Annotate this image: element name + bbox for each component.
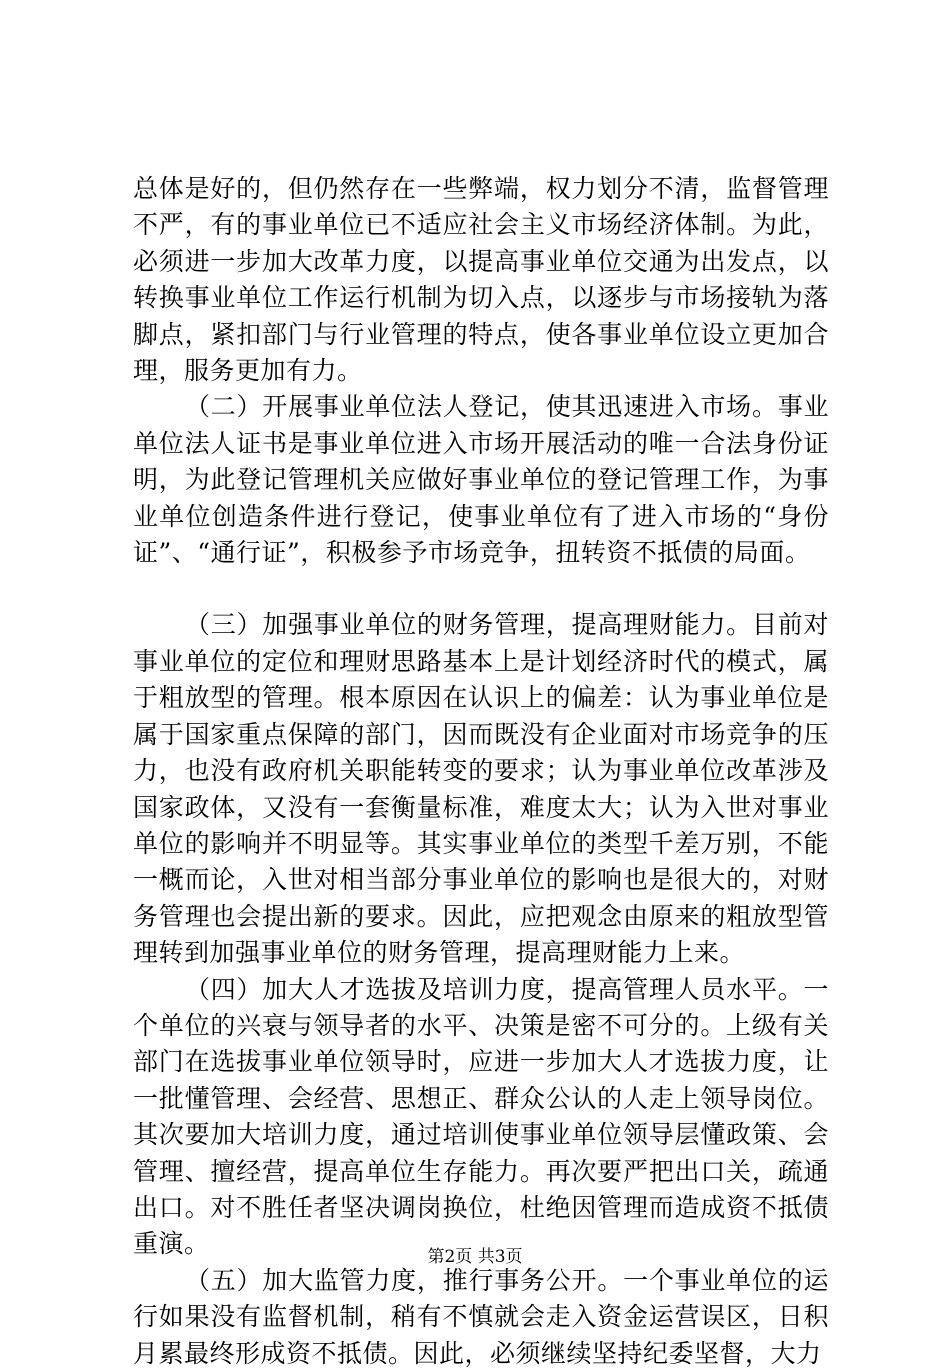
paragraph-section-3: （三）加强事业单位的财务管理，提高理财能力。目前对事业单位的定位和理财思路基本上是计划经济时代的模式，属于粗放型的管理。根本原因在认识上的偏差：认为事业单位是属于国家重点保障的部门，因而既没有企业面对市场竞争的压力，也没有政府机关职能转变的要求；认为事业单位改革涉及国家政体，又没有一套衡量标准，难度太大；认为入世对事业单位的影响并不明显等。其实事业单位的类型千差万别，不能一概而论，入世对相当部分事业单位的影响也是很大的，对财务管理也会提出新的要求。因此，应把观念由原来的粗放型管理转到加强事业单位的财务管理，提高理财能力上来。 [133,610,829,968]
document-body [133,171,829,1372]
paragraph-section-4: （四）加大人才选拔及培训力度，提高管理人员水平。一个单位的兴衰与领导者的水平、决策是密不可分的。上级有关部门在选拔事业单位领导时，应进一步加大人才选拔力度，让一批懂管理、会经营、思想正、群众公认的人走上领导岗位。其次要加大培训力度，通过培训使事业单位领导层懂政策、会管理、擅经营，提高单位生存能力。再次要严把出口关，疏通出口。对不胜任者坚决调岗换位，杜绝因管理而造成资不抵债重演。 [133,974,829,1259]
page-footer: 第2页 共3页 [427,1247,523,1267]
paragraph-section-2: （二）开展事业单位法人登记，使其迅速进入市场。事业单位法人证书是事业单位进入市场开展活动的唯一合法身份证明，为此登记管理机关应做好事业单位的登记管理工作，为事业单位创造条件进行登记，使事业单位有了进入市场的“身份证”、“通行证”，积极参予市场竞争，扭转资不抵债的局面。 [133,392,829,568]
paragraph-section-5: （五）加大监管力度，推行事务公开。一个事业单位的运行如果没有监督机制，稍有不慎就会走入资金运营误区，日积月累最终形成资不抵债。因此，必须继续坚持纪委坚督，大力 [133,1265,829,1368]
paragraph-continuation: 总体是好的，但仍然存在一些弊端，权力划分不清，监督管理不严，有的事业单位已不适应社会主义市场经济体制。为此，必须进一步加大改革力度，以提高事业单位交通为出发点，以转换事业单位工作运行机制为切入点，以逐步与市场接轨为落脚点，紧扣部门与行业管理的特点，使各事业单位设立更加合理，服务更加有力。 [133,174,829,386]
